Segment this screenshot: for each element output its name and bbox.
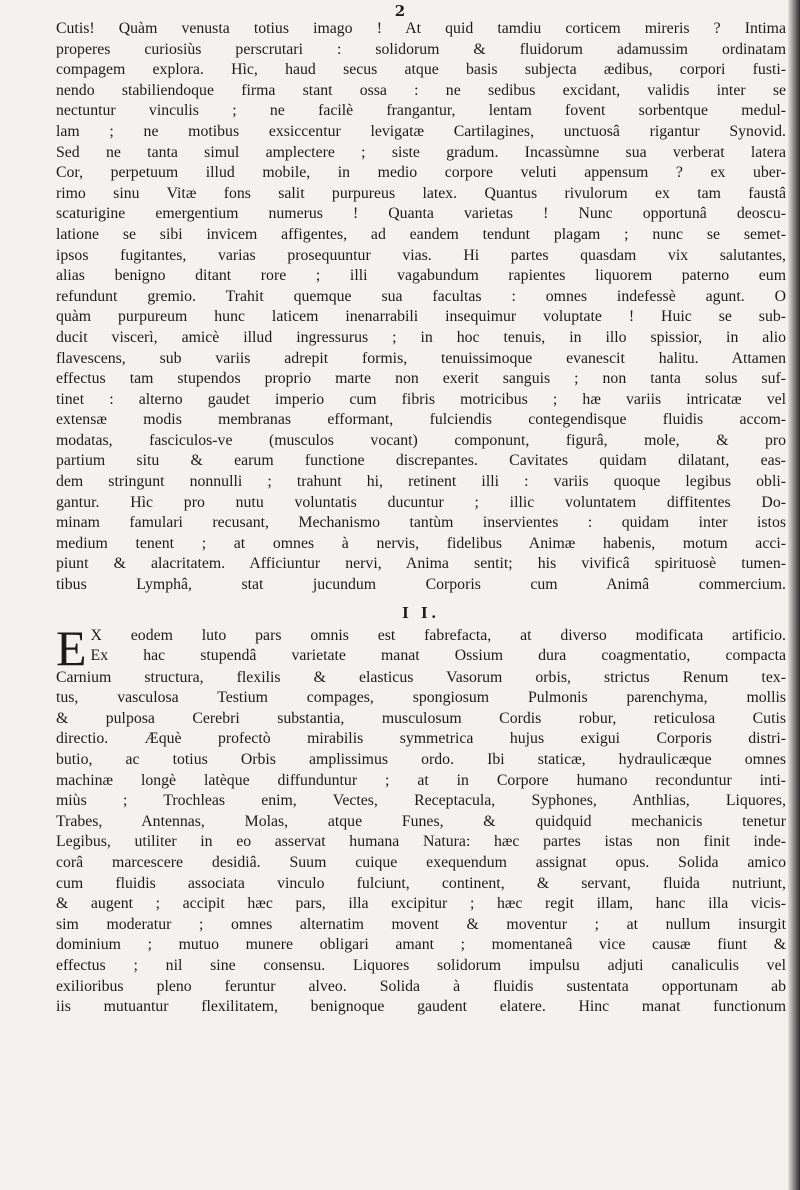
text-line: rimo sinu Vitæ fons salit purpureus latex. Quantus rivulorum ex tam faustâ	[56, 184, 786, 202]
page-number: 2	[394, 2, 406, 20]
text-line: compagem explora. Hìc, haud secus atque basis subjecta ædibus, corpori fusti-	[56, 61, 786, 79]
text-line: tus, vasculosa Testium compages, spongiosum Pulmonis parenchyma, mollis	[56, 689, 786, 707]
text-line: corâ marcescere desidiâ. Suum cuique exequendum assignat opus. Solida amico	[56, 853, 786, 871]
text-line: properes curiosiùs perscrutari : solidorum & fluidorum adamussim ordinatam	[56, 40, 786, 58]
text-line: butio, ac totius Orbis amplissimus ordo. Ibi staticæ, hydraulicæque omnes	[56, 751, 786, 768]
page-edge-shadow	[788, 0, 800, 1190]
paragraph-1	[56, 19, 786, 596]
text-line: X eodem luto pars omnis est fabrefacta, at diverso modificata artificio.	[90, 626, 786, 644]
text-line: ducit viscerì, amicè illud ingressurus ; in hoc tenuis, in illo spissior, in alio	[56, 328, 786, 346]
section-heading: I I.	[402, 602, 440, 622]
paragraph-2	[56, 619, 786, 1018]
text-line: dem stringunt nonnulli ; trahunt hi, retinent illi : variis quoque legibus obli-	[56, 473, 786, 491]
text-line: latione se sibi invicem affigentes, ad eandem tendunt plagam ; nunc se semet-	[56, 225, 786, 243]
text-line: scaturigine emergentium numerus ! Quanta varietas ! Nunc opportunâ deoscu-	[56, 205, 786, 223]
text-line: minam famulari recusant, Mechanismo tantùm inservientes : quidam inter istos	[56, 514, 786, 532]
text-line: extensæ modis membranas efformant, fulciendis contegendisque fluidis accom-	[56, 411, 786, 429]
paragraph-2-opening-lines	[56, 619, 786, 676]
text-line: exilioribus pleno feruntur alveo. Solida à fluidis sustentata opportunam ab	[56, 977, 786, 995]
text-line: refundunt gremio. Trahit quemque sua facultas : omnes indefessè agunt. O	[56, 287, 786, 305]
text-line: Carnium structura, flexilis & elasticus Vasorum orbis, strictus Renum tex-	[56, 668, 786, 686]
text-line: & pulposa Cerebri substantia, musculosum Cordis robur, reticulosa Cutis	[56, 709, 786, 727]
text-line: partium situ & earum functione discrepantes. Cavitates quidam dilatant, eas-	[56, 452, 786, 470]
text-line: nectuntur vinculis ; ne facilè frangantur, lentam fovent sorbentque medul-	[56, 102, 786, 120]
text-line: sim moderatur ; omnes alternatim movent & moventur ; at nullum insurgit	[56, 915, 786, 933]
paragraph-2-body	[56, 668, 786, 1018]
text-line: tinet : alterno gaudet imperio cum fibris motricibus ; hæ variis intricatæ vel	[56, 390, 786, 408]
text-line: Ex hac stupendâ varietate manat Ossium dura coagmentatio, compacta	[90, 647, 786, 665]
text-line: Trabes, Antennas, Molas, atque Funes, & quidquid mechanicis tenetur	[56, 812, 786, 830]
text-line: piunt & alacritatem. Afficiuntur nervi, Anima sentit; his vivificâ spirituosè tumen-	[56, 555, 786, 573]
drop-cap-initial: E	[56, 619, 87, 676]
text-line: medium tenent ; at omnes à nervis, fidelibus Animæ habenis, motum acci-	[56, 534, 786, 552]
text-line: cum fluidis associata vinculo fulciunt, continent, & servant, fluida nutriunt,	[56, 874, 786, 892]
text-line: lam ; ne motibus exsiccentur levigatæ Cartilagines, unctuosâ rigantur Synovid.	[56, 122, 786, 140]
text-line: gantur. Hìc pro nutu voluntatis ducuntur ; illic voluntatem diffitentes Do-	[56, 493, 786, 511]
text-line: modatas, fasciculos-ve (musculos vocant) componunt, figurâ, mole, & pro	[56, 431, 786, 449]
text-line: alias benigno ditant rore ; illi vagabundum rapientes liquorem paterno eum	[56, 267, 786, 285]
text-line: effectus tam stupendos proprio marte non exerit sanguis ; non tanta solus suf-	[56, 370, 786, 388]
text-line: machinæ longè latèque diffunduntur ; at in Corpore humano reconduntur inti-	[56, 771, 786, 789]
text-line: iis mutuantur flexilitatem, benignoque gaudent elatere. Hinc manat functionum	[56, 998, 786, 1016]
text-line: quàm purpureum hunc laticem inenarrabili insequimur voluptate ! Huic se sub-	[56, 308, 786, 326]
text-line: effectus ; nil sine consensu. Liquores solidorum impulsu adjuti canaliculis vel	[56, 956, 786, 974]
text-line: Legibus, utiliter in eo asservat humana Natura: hæc partes istas non finit inde-	[56, 833, 786, 851]
text-line: flavescens, sub variis adrepit formis, tenuissimoque evanescit halitu. Attamen	[56, 349, 786, 367]
text-line: Cutis! Quàm venusta totius imago ! At quid tamdiu corticem mireris ? Intima	[56, 20, 786, 37]
text-line: & augent ; accipit hæc pars, illa excipitur ; hæc regit illam, hanc illa vicis-	[56, 895, 786, 913]
text-line: Cor, perpetuum illud mobile, in medio corpore veluti appensum ? ex uber-	[56, 164, 786, 182]
text-line: ipsos fugitantes, varias prosequuntur vias. Hi partes quasdam vix salutantes,	[56, 246, 786, 264]
text-line: dominium ; mutuo munere obligari amant ; momentaneâ vice causæ fiunt &	[56, 936, 786, 954]
text-line: directio. Æquè profectò mirabilis symmetrica hujus exigui Corporis distri-	[56, 730, 786, 748]
text-line: Sed ne tanta simul amplectere ; siste gradum. Incassùmne sua verberat latera	[56, 143, 786, 161]
text-block	[56, 19, 786, 1018]
text-line: miùs ; Trochleas enim, Vectes, Receptacula, Syphones, Anthlias, Liquores,	[56, 792, 786, 810]
text-line: tibus Lymphâ, stat jucundum Corporis cum Animâ commercium.	[56, 576, 786, 594]
text-line: nendo stabiliendoque firma stant ossa : ne sedibus excidant, validis inter se	[56, 81, 786, 99]
